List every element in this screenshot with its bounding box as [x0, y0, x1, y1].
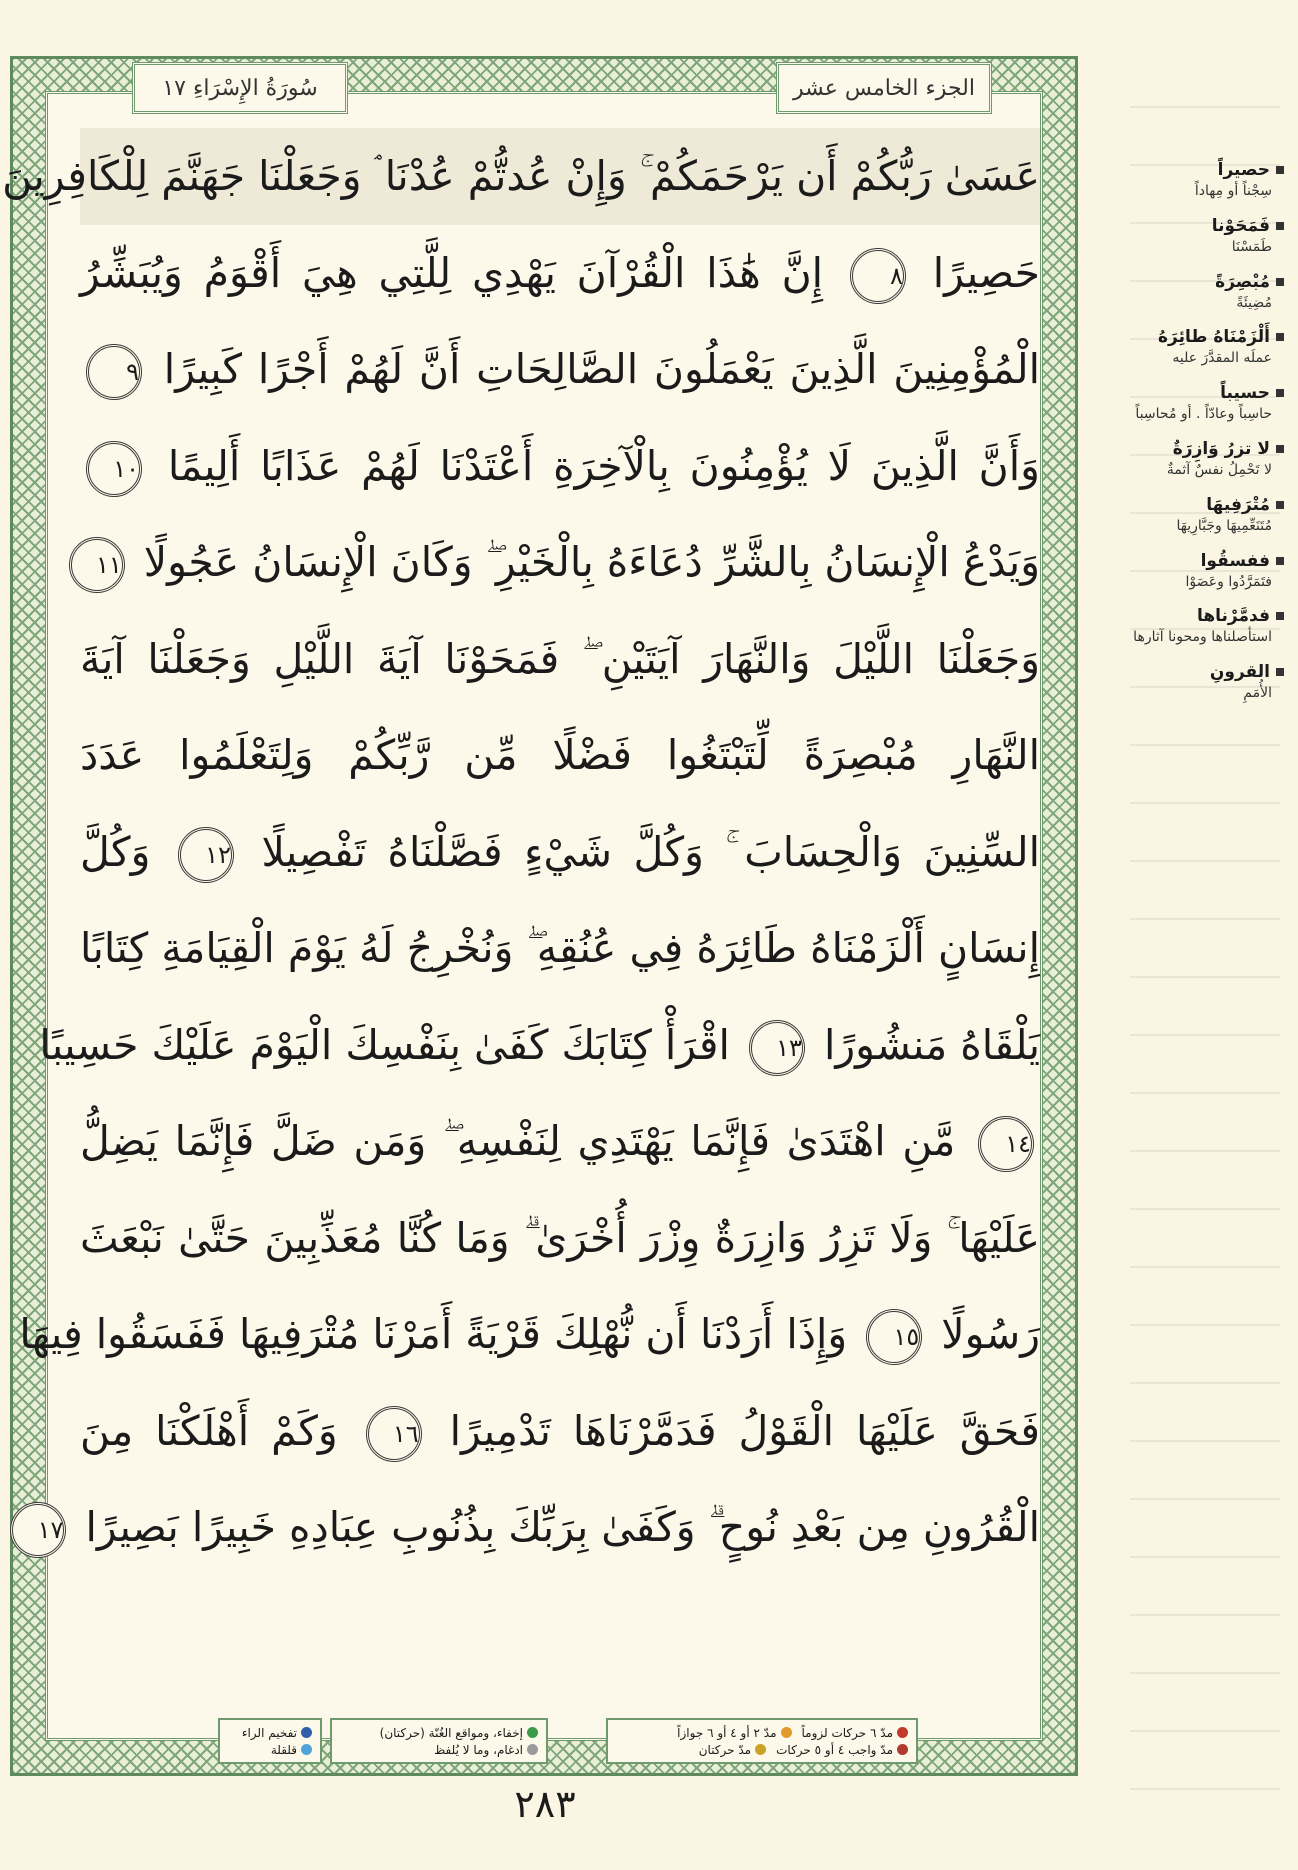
verse-line: إِنسَانٍ أَلْزَمْنَاهُ طَائِرَهُ فِي عُنُقِهِ ۖ وَنُخْرِجُ لَهُ يَوْمَ الْقِيَامَةِ كِتَابًا	[80, 924, 1040, 972]
verse-line: رَسُولًا ١٥ وَإِذَا أَرَدْنَا أَن نُّهْلِكَ قَرْيَةً أَمَرْنَا مُتْرَفِيهَا فَفَسَقُوا فِيهَا	[80, 1286, 1040, 1383]
verse-number-marker: ١٢	[178, 827, 234, 883]
tajweed-legend-qalqala: تفخيم الراء قلقلة	[218, 1718, 322, 1764]
legend-dot-orange	[781, 1727, 792, 1738]
legend-dot-gray	[527, 1744, 538, 1755]
verse-line: السِّنِينَ وَالْحِسَابَ ۚ وَكُلَّ شَيْءٍ فَصَّلْنَاهُ تَفْصِيلًا ١٢ وَكُلَّ	[80, 804, 1040, 901]
verse-number-marker: ٩	[86, 344, 142, 400]
glossary-item: ففسقُوا فتَمَرَّدُوا وعَصَوْا	[1108, 551, 1284, 595]
verse-number-marker: ١٥	[866, 1309, 922, 1365]
legend-dot-red	[897, 1727, 908, 1738]
verse-line: الْقُرُونِ مِن بَعْدِ نُوحٍ ۗ وَكَفَىٰ بِرَبِّكَ بِذُنُوبِ عِبَادِهِ خَبِيرًا بَصِيرًا ١٧	[80, 1479, 1040, 1576]
glossary-sidebar	[1108, 160, 1284, 718]
verse-line: حَصِيرًا ٨ إِنَّ هَٰذَا الْقُرْآنَ يَهْدِي لِلَّتِي هِيَ أَقْوَمُ وَيُبَشِّرُ	[80, 225, 1040, 322]
tajweed-legend-madd: مدّ ٦ حركات لزوماً مدّ ٢ أو ٤ أو ٦ جوازاً مدّ واجب ٤ أو ٥ حركات مدّ حركتان	[606, 1718, 918, 1764]
verse-number-marker: ١٧	[10, 1502, 66, 1558]
verse-line: فَحَقَّ عَلَيْهَا الْقَوْلُ فَدَمَّرْنَاهَا تَدْمِيرًا ١٦ وَكَمْ أَهْلَكْنَا مِنَ	[80, 1383, 1040, 1480]
surah-header	[132, 62, 348, 114]
verse-number-marker: ١١	[69, 537, 125, 593]
legend-dot-darkred	[897, 1744, 908, 1755]
surah-title: سُورَةُ الإِسْرَاءِ ١٧	[162, 75, 318, 101]
verse-number-marker: ٨	[850, 248, 906, 304]
juz-title: الجزء الخامس عشر	[793, 75, 975, 101]
verse-line: وَيَدْعُ الْإِنسَانُ بِالشَّرِّ دُعَاءَهُ بِالْخَيْرِ ۖ وَكَانَ الْإِنسَانُ عَجُولًا ١١	[80, 514, 1040, 611]
glossary-item: فَمَحَوْنا طَمَسْنَا	[1108, 216, 1284, 260]
legend-dot-gold	[755, 1744, 766, 1755]
verse-line: الْمُؤْمِنِينَ الَّذِينَ يَعْمَلُونَ الصَّالِحَاتِ أَنَّ لَهُمْ أَجْرًا كَبِيرًا ٩	[80, 321, 1040, 418]
verse-line: النَّهَارِ مُبْصِرَةً لِّتَبْتَغُوا فَضْلًا مِّن رَّبِّكُمْ وَلِتَعْلَمُوا عَدَدَ	[80, 731, 1040, 779]
glossary-item: مُتْرَفِيهَا مُتَنَعِّمِيهَا وجَبَّارِيهَا	[1108, 495, 1284, 539]
verse-line: عَسَىٰ رَبُّكُمْ أَن يَرْحَمَكُمْ ۚ وَإِنْ عُدتُّمْ عُدْنَا ۘ وَجَعَلْنَا جَهَنَّمَ لِلْكَافِرِينَ	[80, 128, 1040, 225]
verse-line: ١٤ مَّنِ اهْتَدَىٰ فَإِنَّمَا يَهْتَدِي لِنَفْسِهِ ۖ وَمَن ضَلَّ فَإِنَّمَا يَضِلُّ	[80, 1093, 1040, 1190]
verse-line: وَأَنَّ الَّذِينَ لَا يُؤْمِنُونَ بِالْآخِرَةِ أَعْتَدْنَا لَهُمْ عَذَابًا أَلِيمًا ١٠	[80, 418, 1040, 515]
glossary-item: حصيراً سِجْناً أو مِهاداً	[1108, 160, 1284, 204]
page-number: ٢٨٣	[514, 1782, 576, 1826]
glossary-item: فدمَّرْناها استأصلناها ومحونا آثارها	[1108, 606, 1284, 650]
glossary-item: القرونِ الأُمَمِ	[1108, 662, 1284, 706]
verses-block	[2, 128, 1040, 1668]
verse-number-marker: ١٣	[749, 1020, 805, 1076]
juz-header	[776, 62, 992, 114]
verse-number-marker: ١٠	[86, 441, 142, 497]
verse-line: عَلَيْهَا ۚ وَلَا تَزِرُ وَازِرَةٌ وِزْرَ أُخْرَىٰ ۗ وَمَا كُنَّا مُعَذِّبِينَ حَتَّىٰ نَبْعَثَ	[80, 1213, 1040, 1262]
glossary-item: أَلْزَمْنَاهُ طائِرَهُ عملَه المقدَّرَ عليه	[1108, 327, 1284, 371]
tajweed-legend-ghunna: إخفاء، ومواقع الغُنّة (حركتان) ادغام، وما لا يُلفظ	[330, 1718, 548, 1764]
verse-number-marker: ١٦	[366, 1406, 422, 1462]
legend-dot-lightblue	[301, 1744, 312, 1755]
glossary-item: مُبْصِرَةً مُضِيئَةً	[1108, 272, 1284, 316]
glossary-item: لا تزرُ وَازِرَةٌ لا تَحْمِلُ نفسٌ آثمةٌ	[1108, 439, 1284, 483]
legend-dot-blue	[301, 1727, 312, 1738]
verse-line: وَجَعَلْنَا اللَّيْلَ وَالنَّهَارَ آيَتَيْنِ ۖ فَمَحَوْنَا آيَةَ اللَّيْلِ وَجَعَلْنَا آيَةَ	[80, 634, 1040, 683]
legend-dot-green	[527, 1727, 538, 1738]
glossary-item: حسيباً حاسِباً وعادّاً . أو مُحاسِباً	[1108, 383, 1284, 427]
verse-number-marker: ١٤	[978, 1116, 1034, 1172]
verse-line: يَلْقَاهُ مَنشُورًا ١٣ اقْرَأْ كِتَابَكَ كَفَىٰ بِنَفْسِكَ الْيَوْمَ عَلَيْكَ حَسِيبًا	[80, 997, 1040, 1094]
